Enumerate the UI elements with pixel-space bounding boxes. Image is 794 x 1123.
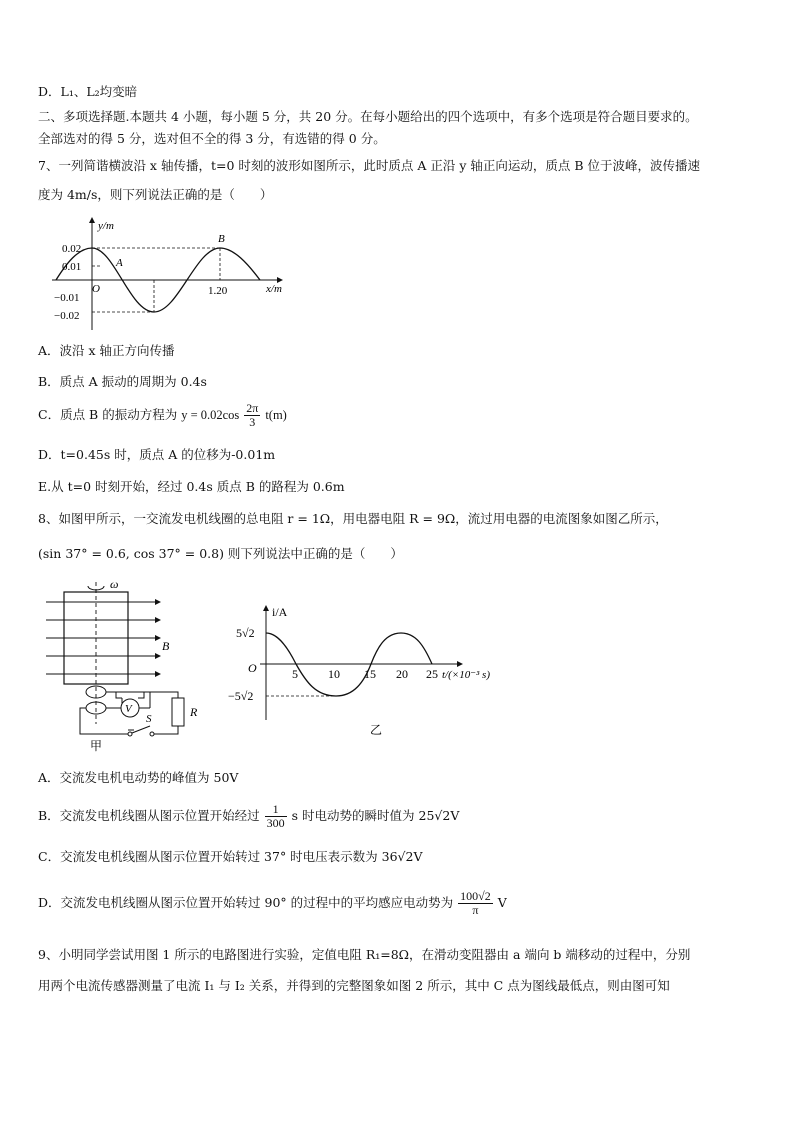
question-8-option-d [38,886,507,920]
option-c-eq-part1: y = 0.02cos [181,408,240,422]
t-tick-5: 5 [292,667,298,681]
resistor-label: R [190,705,198,719]
point-a-label: A [116,257,123,269]
t-tick-25: 25 [426,667,438,681]
option-b-den: 300 [266,816,285,830]
question-7-option-b: B．质点 A 振动的周期为 0.4s [38,374,207,389]
switch-contact-right [150,732,154,736]
generator-figure [38,574,208,754]
t-tick-20: 20 [396,667,408,681]
field-b-label: B [162,639,170,653]
question-9-stem-line1: 9、小明同学尝试用图 1 所示的电路图进行实验，定值电阻 R₁=8Ω，在滑动变阻器由 a 端向 b 端移动的过程中，分别 [38,947,691,962]
option-d-num: 100√2 [460,889,491,903]
option-d-den: π [472,903,479,917]
question-8-option-a: A．交流发电机电动势的峰值为 50V [38,770,239,785]
option-c-num: 2π [246,401,259,415]
field-lines [46,602,160,674]
option-d-fraction [458,890,493,917]
section-heading-line2: 全部选对的得 5 分，选对但不全的得 3 分，有选错的得 0 分。 [38,131,386,146]
x-tick-1.20: 1.20 [208,285,228,297]
switch-contact-left [128,732,132,736]
switch-label: S [146,713,152,725]
origin-label: O [248,661,257,675]
option-c-den: 3 [249,415,256,429]
y-top-label: 5√2 [236,626,255,640]
figure-yi-caption: 乙 [370,723,383,737]
question-8-stem-line1: 8、如图甲所示，一交流发电机线圈的总电阻 r = 1Ω，用电器电阻 R = 9Ω，流过用电器的电流图象如图乙所示， [38,511,668,526]
current-figure [226,600,516,740]
option-c-fraction [244,402,260,429]
question-8-option-b [38,801,459,831]
question-7-stem-line1: 7、一列简谐横波沿 x 轴传播，t=0 时刻的波形如图所示，此时质点 A 正沿 y 轴正向运动，质点 B 位于波峰，波传播速 [38,158,700,173]
figure-jia-caption: 甲 [90,739,103,753]
i-axis-label: i/A [272,605,288,619]
y-tick-0.01: 0.01 [62,261,82,273]
wave-figure [38,212,298,340]
omega-label: ω [110,577,119,591]
option-b-fraction [265,803,287,830]
t-tick-15: 15 [364,667,376,681]
voltmeter-label: V [125,703,132,715]
t-axis-label: t/(×10⁻³ s) [442,669,490,681]
option-b-suffix: s 时电动势的瞬时值为 25√2V [291,808,460,823]
option-d-prefix: D．交流发电机线圈从图示位置开始转过 90° 的过程中的平均感应电动势为 [38,895,454,910]
y-tick-neg0.02: −0.02 [54,310,80,322]
option-d-suffix: V [497,895,507,910]
option-b-prefix: B．交流发电机线圈从图示位置开始经过 [38,808,260,823]
question-7-option-e: E.从 t=0 时刻开始，经过 0.4s 质点 B 的路程为 0.6m [38,479,345,494]
question-7-option-c [38,402,287,429]
option-c-prefix: C．质点 B 的振动方程为 [38,407,178,422]
switch-blade [132,726,150,733]
x-axis-label: x/m [266,283,282,295]
question-9-stem-line2: 用两个电流传感器测量了电流 I₁ 与 I₂ 关系，并得到的完整图象如图 2 所示，其中 C 点为图线最低点，则由图可知 [38,978,670,993]
point-b-label: B [218,233,225,245]
option-b-num: 1 [265,803,287,817]
question-8-stem-line2: (sin 37° = 0.6, cos 37° = 0.8) 则下列说法中正确的是（ ） [38,546,403,561]
origin-label: O [92,283,100,295]
question-7-option-d: D．t=0.45s 时，质点 A 的位移为-0.01m [38,447,276,462]
question-8-option-c: C．交流发电机线圈从图示位置开始转过 37° 时电压表示数为 36√2V [38,849,423,864]
option-c-eq-part2: t(m) [265,408,287,422]
question-7-stem-line2: 度为 4m/s，则下列说法正确的是（ ） [38,187,273,202]
resistor [172,698,184,726]
y-tick-0.02: 0.02 [62,243,82,255]
section-heading-line1: 二、多项选择题.本题共 4 小题，每小题 5 分，共 20 分。在每小题给出的四个选项中，有多个选项是符合题目要求的。 [38,109,698,124]
y-axis-label: y/m [98,220,114,232]
t-tick-10: 10 [328,667,340,681]
option-d-previous: D．L₁、L₂均变暗 [38,84,138,99]
y-bottom-label: −5√2 [228,689,254,703]
question-7-option-a: A．波沿 x 轴正方向传播 [38,343,175,358]
y-tick-neg0.01: −0.01 [54,292,80,304]
